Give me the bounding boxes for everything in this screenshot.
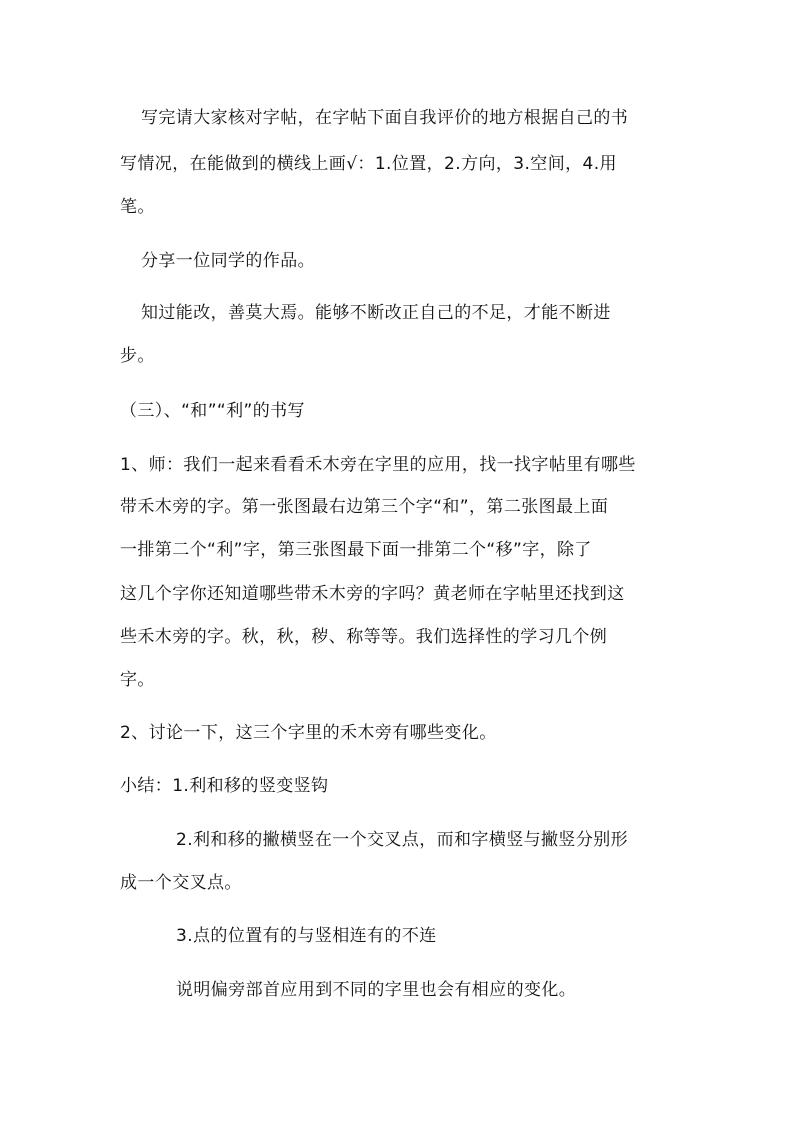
text-line: 些禾木旁的字。秋，秋，秽、称等等。我们选择性的学习几个例 <box>120 627 608 647</box>
text-line: 说明偏旁部首应用到不同的字里也会有相应的变化。 <box>176 980 577 1000</box>
text-line: 2.利和移的撇横竖在一个交叉点，而和字横竖与撇竖分别形 <box>176 830 629 850</box>
summary-heading: 小结：1.利和移的竖变竖钩 <box>120 776 329 796</box>
text-line: 3.点的位置有的与竖相连有的不连 <box>176 926 437 946</box>
text-line: 2、讨论一下，这三个字里的禾木旁有哪些变化。 <box>120 723 497 743</box>
text-line: 一排第二个“利”字，第三张图最下面一排第二个“移”字，除了 <box>120 540 592 560</box>
text-line: 写情况，在能做到的横线上画√：1.位置，2.方向，3.空间，4.用 <box>120 154 617 174</box>
text-line: 字。 <box>120 670 155 690</box>
text-line: 写完请大家核对字帖，在字帖下面自我评价的地方根据自己的书 <box>141 108 629 128</box>
section-heading: （三）、“和”“利”的书写 <box>120 401 305 421</box>
text-line: 分享一位同学的作品。 <box>141 251 315 271</box>
text-line: 这几个字你还知道哪些带禾木旁的字吗？黄老师在字帖里还找到这 <box>120 584 625 604</box>
text-line: 成一个交叉点。 <box>120 873 242 893</box>
text-line: 1、师：我们一起来看看禾木旁在字里的应用，找一找字帖里有哪些 <box>120 455 636 475</box>
text-line: 知过能改，善莫大焉。能够不断改正自己的不足，才能不断进 <box>141 303 611 323</box>
text-line: 步。 <box>120 346 155 366</box>
text-line: 带禾木旁的字。第一张图最右边第三个字“和”，第二张图最上面 <box>120 497 609 517</box>
text-line: 笔。 <box>120 197 155 217</box>
